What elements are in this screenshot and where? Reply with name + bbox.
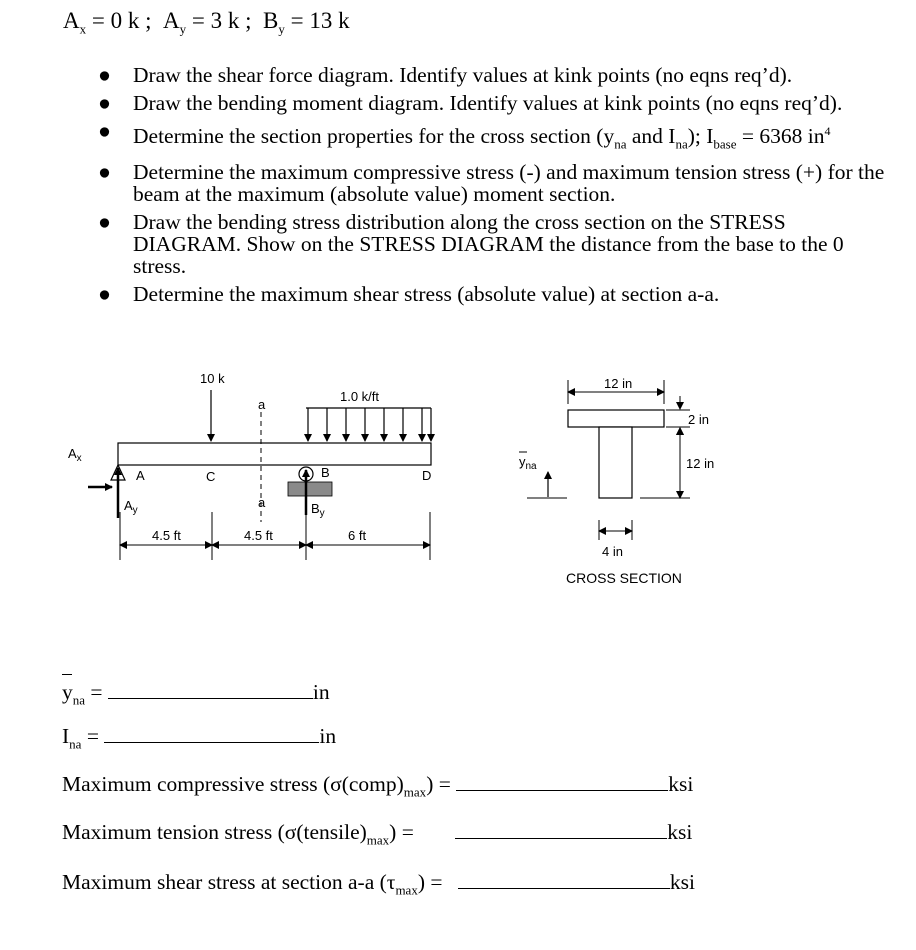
unit-label: ksi [668,772,694,796]
beam [118,443,431,465]
flange [568,410,664,427]
subscript: na [675,136,688,152]
distributed-load-arrows [308,408,431,441]
answer-tens-stress [62,820,692,848]
by-symbol: B [263,8,279,33]
dimension-label-2: 4.5 ft [244,528,273,543]
subscript: base [713,136,737,152]
point-c-label: C [206,469,216,484]
tens-answer-field[interactable] [455,820,667,839]
web-height-label: 12 in [686,456,715,471]
unit-label: ksi [667,820,693,844]
shear-answer-field[interactable] [458,870,670,889]
answer-ina [62,724,336,752]
subscript: na [72,692,86,708]
cross-section-caption: CROSS SECTION [566,570,682,586]
answer-ybar [62,680,330,708]
point-a-label: A [136,468,145,483]
task-text-part: ); I [687,124,714,149]
subscript: na [614,136,627,152]
by-subscript: y [278,21,285,37]
task-text: Draw the bending stress distribution along the cross section on the STRESS DIAGRAM. Show on the STRESS DIAGRAM the distance from the base to the 0 stress. [133,210,844,279]
support-base-b [288,482,332,496]
ina-symbol: I [62,724,70,748]
dimension-label-3: 6 ft [348,528,367,543]
comp-answer-field[interactable] [456,772,668,791]
ay-subscript: y [179,21,187,37]
equals: = [85,680,103,704]
ybar-overline [62,674,72,675]
bullet-icon: ● [98,282,111,307]
point-load-label: 10 k [200,371,225,386]
subscript: na [69,736,82,752]
by-value: = 13 k [290,8,350,33]
distributed-load-label: 1.0 k/ft [340,389,380,404]
ybar-answer-field[interactable] [108,680,313,699]
section-label-top: a [258,397,266,412]
unit-label: in [319,724,337,748]
reaction-ay-label: $A_y$ [124,498,138,516]
bullet-icon: ● [98,160,111,185]
answer-shear-stress [62,870,695,898]
equals: = [81,724,99,748]
reaction-ax-label: $A_x$ [68,446,82,464]
answer-comp-stress [62,772,693,800]
ax-symbol: A [63,8,80,33]
bullet-icon: ● [98,210,111,235]
label-end: ) = [417,870,443,894]
cross-section [568,410,664,498]
subscript: max [403,784,427,800]
tens-label: Maximum tension stress (σ(tensile) [62,820,367,844]
superscript: 4 [824,124,831,138]
point-d-label: D [422,468,432,483]
bullet-icon: ● [98,91,111,115]
web [599,427,632,498]
task-text-part: and I [626,124,676,149]
reaction-by-label: $B_y$ [311,501,325,519]
ina-answer-field[interactable] [104,724,319,743]
ybar-letter: y [62,680,73,704]
flange-thickness-label: 2 in [688,412,709,427]
ybar-label: $y_{na}$ [519,454,537,472]
label-end: ) = [389,820,414,844]
shear-label: Maximum shear stress at section a-a (τ [62,870,396,894]
unit-label: ksi [669,870,695,894]
comp-label: Maximum compressive stress (σ(comp) [62,772,404,796]
point-b-label: B [321,465,330,480]
label-end: ) = [426,772,451,796]
ay-value: = 3 k ; [191,8,252,33]
task-text-part: = 6368 in [736,124,825,149]
ybar-symbol [62,680,73,704]
task-text: Draw the shear force diagram. Identify values at kink points (no eqns req’d). [133,63,793,87]
bullet-icon: ● [98,63,111,87]
web-width-label: 4 in [602,544,623,559]
task-text: Draw the bending moment diagram. Identify values at kink points (no eqns req’d). [133,91,843,115]
unit-label: in [312,680,330,704]
task-text: Determine the maximum shear stress (absolute value) at section a-a. [133,282,720,307]
task-text: Determine the maximum compressive stress (-) and maximum tension stress (+) for the beam at the maximum (absolute value) moment section. [133,160,885,207]
bullet-icon: ● [98,119,111,143]
dimension-label-1: 4.5 ft [152,528,181,543]
task-text-part: Determine the section properties for the cross section (y [133,124,615,149]
ax-value: = 0 k ; [91,8,152,33]
subscript: max [366,832,390,848]
flange-width-label: 12 in [604,376,633,391]
ay-symbol: A [163,8,180,33]
ax-subscript: x [79,21,87,37]
subscript: max [395,882,418,898]
section-label-bottom: a [258,495,266,510]
